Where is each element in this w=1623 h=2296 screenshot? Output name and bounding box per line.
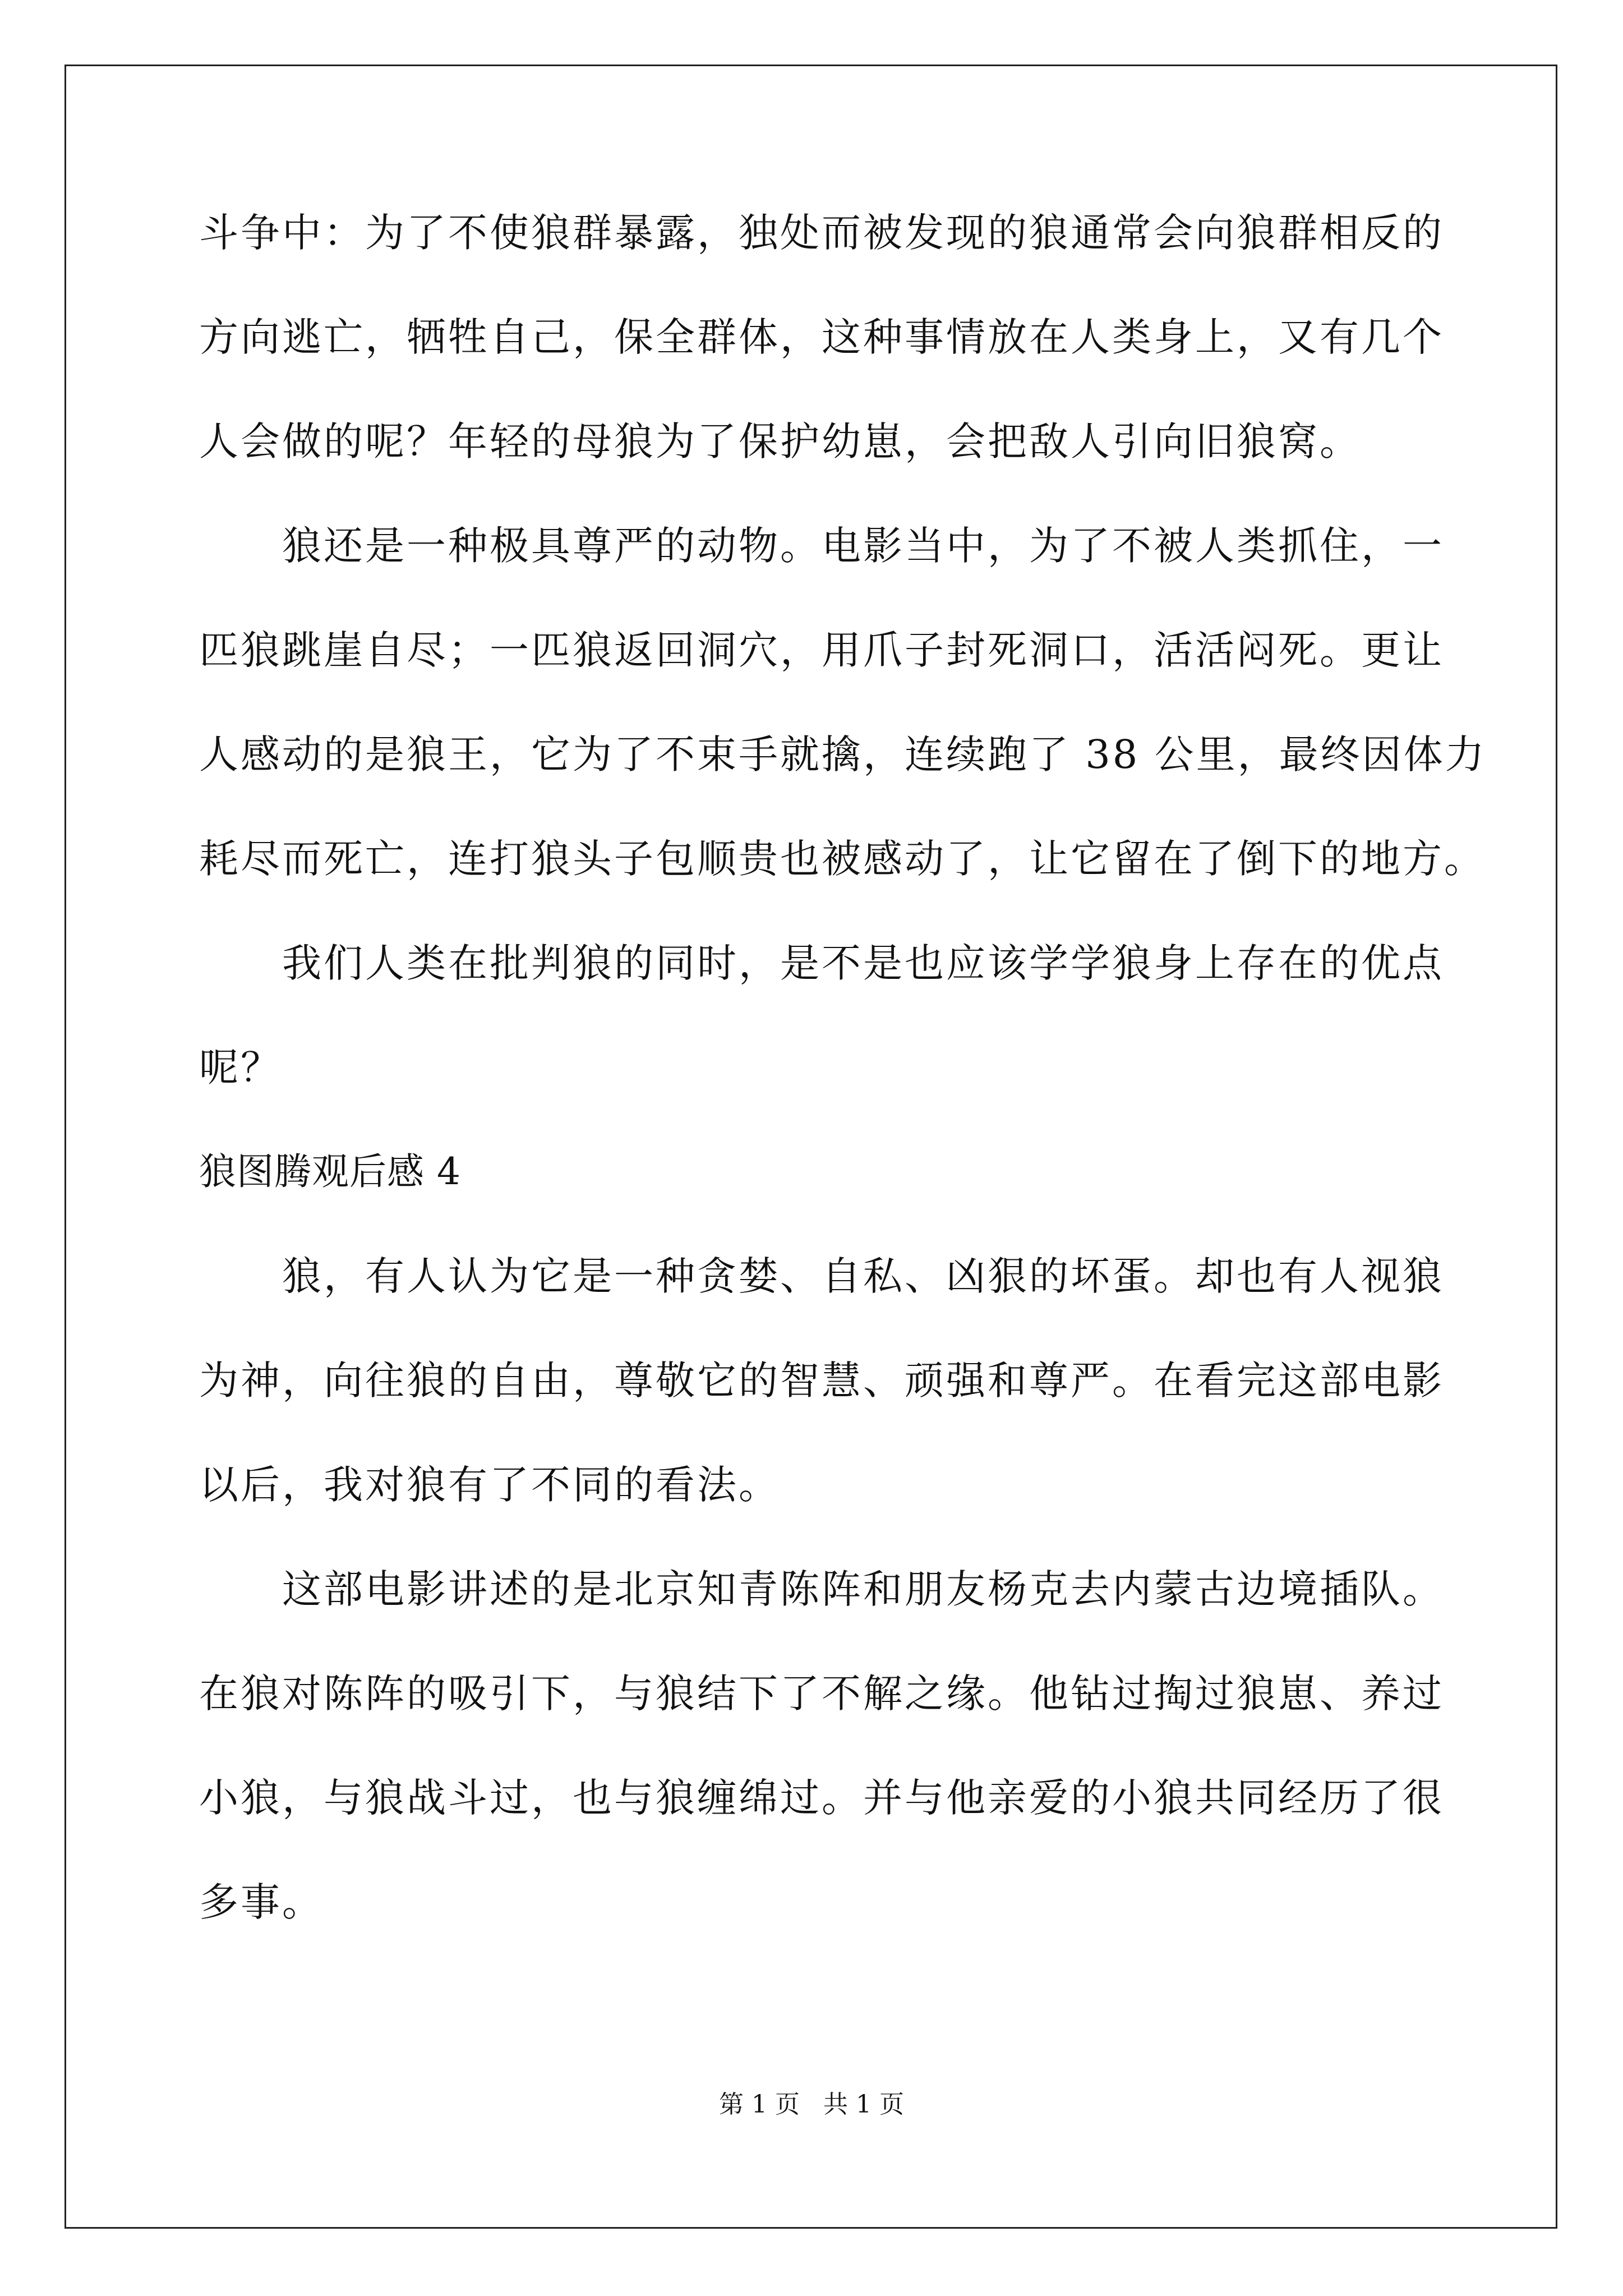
text-line: 方向逃亡，牺牲自己，保全群体，这种事情放在人类身上，又有几个 <box>199 314 1444 360</box>
text-line: 斗争中：为了不使狼群暴露，独处而被发现的狼通常会向狼群相反的 <box>199 210 1444 256</box>
paragraph-first-line: 这部电影讲述的是北京知青陈阵和朋友杨克去内蒙古边境插队。 <box>282 1566 1444 1612</box>
paragraph-first-line: 我们人类在批判狼的同时，是不是也应该学学狼身上存在的优点 <box>282 940 1444 986</box>
text-line: 小狼，与狼战斗过，也与狼缠绵过。并与他亲爱的小狼共同经历了很 <box>199 1775 1444 1821</box>
text-line: 为神，向往狼的自由，尊敬它的智慧、顽强和尊严。在看完这部电影 <box>199 1358 1444 1404</box>
text-line: 耗尽而死亡，连打狼头子包顺贵也被感动了，让它留在了倒下的地方。 <box>199 836 1486 882</box>
paragraph-first-line: 狼，有人认为它是一种贪婪、自私、凶狠的坏蛋。却也有人视狼 <box>282 1253 1444 1299</box>
paragraph-first-line: 狼还是一种极具尊严的动物。电影当中，为了不被人类抓住，一 <box>282 523 1444 569</box>
text-line: 多事。 <box>199 1879 324 1925</box>
text-line: 呢？ <box>199 1045 282 1091</box>
text-line: 人会做的呢？年轻的母狼为了保护幼崽，会把敌人引向旧狼窝。 <box>199 418 1361 464</box>
text-line: 匹狼跳崖自尽；一匹狼返回洞穴，用爪子封死洞口，活活闷死。更让 <box>199 627 1444 673</box>
section-heading: 狼图腾观后感 4 <box>199 1150 461 1193</box>
text-line: 以后，我对狼有了不同的看法。 <box>199 1462 780 1508</box>
text-line: 在狼对陈阵的吸引下，与狼结下了不解之缘。他钻过掏过狼崽、养过 <box>199 1671 1444 1717</box>
text-line: 人感动的是狼王，它为了不束手就擒，连续跑了 38 公里，最终因体力 <box>199 731 1487 777</box>
page-footer: 第 1 页 共 1 页 <box>719 2090 904 2119</box>
